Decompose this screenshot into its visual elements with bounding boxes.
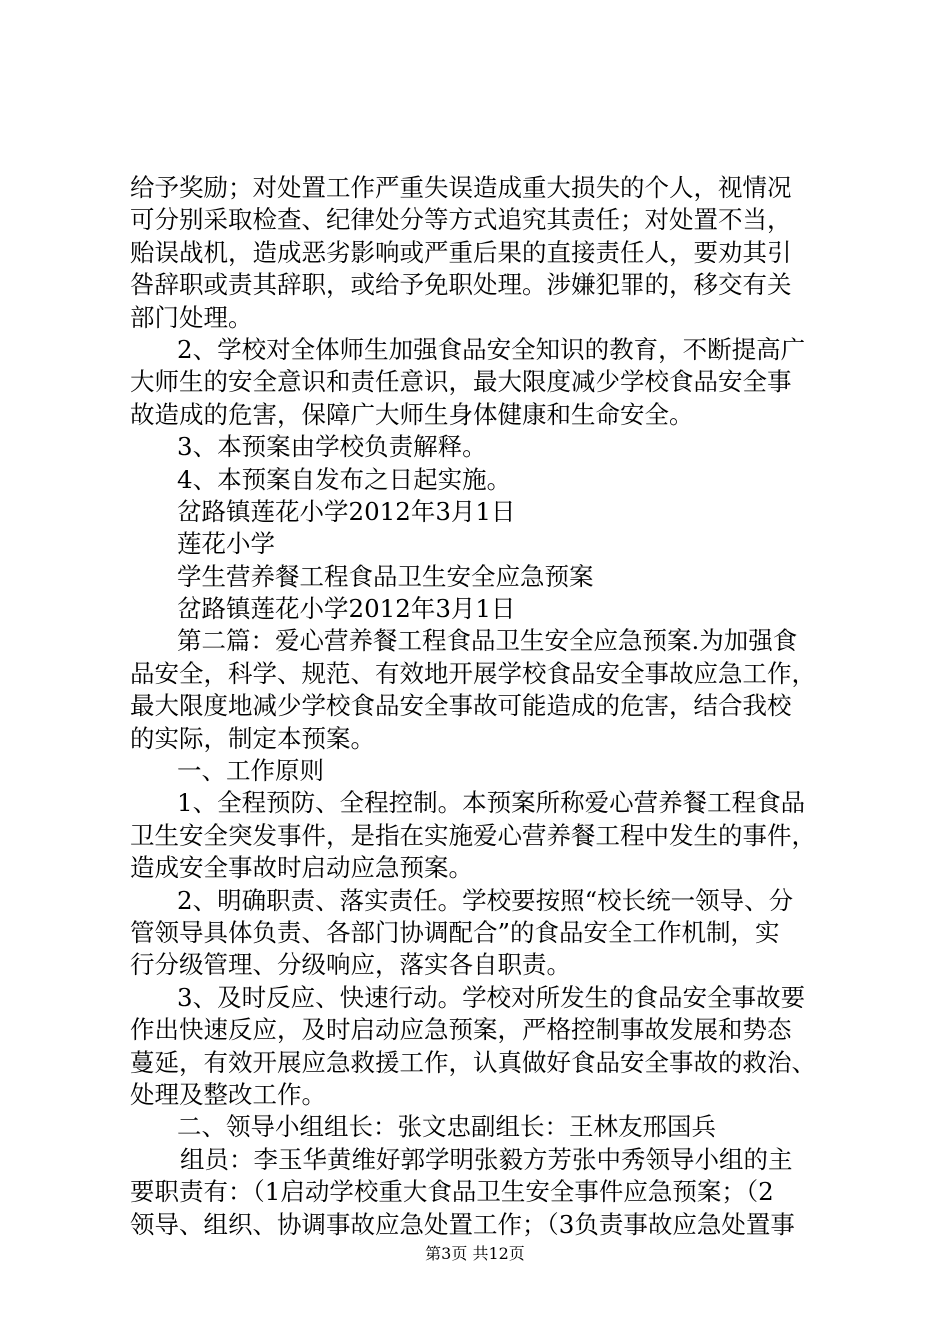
text-line: 卫生安全突发事件，是指在实施爱心营养餐工程中发生的事件，: [130, 820, 816, 850]
page-footer: [0, 1244, 950, 1264]
text-line: 学生营养餐工程食品卫生安全应急预案: [177, 561, 594, 591]
text-line: 作出快速反应，及时启动应急预案，严格控制事故发展和势态: [130, 1015, 792, 1045]
text-line: 大师生的安全意识和责任意识，最大限度减少学校食品安全事: [130, 367, 792, 397]
text-line: 岔路镇莲花小学2012年3月1日: [177, 496, 516, 526]
text-line: 领导、组织、协调事故应急处置工作；（3负责事故应急处置事: [130, 1209, 795, 1239]
text-line: 第二篇：爱心营养餐工程食品卫生安全应急预案.为加强食: [177, 626, 798, 656]
text-line: 贻误战机，造成恶劣影响或严重后果的直接责任人，要劝其引: [130, 237, 792, 267]
text-line: 管领导具体负责、各部门协调配合”的食品安全工作机制，实: [130, 917, 780, 947]
text-line: 莲花小学: [177, 529, 275, 559]
text-line: 咎辞职或责其辞职，或给予免职处理。涉嫌犯罪的，移交有关: [130, 270, 792, 300]
text-line: 一、工作原则: [177, 756, 324, 786]
text-line: 3、本预案由学校负责解释。: [177, 432, 487, 462]
text-line: 处理及整改工作。: [130, 1079, 326, 1109]
text-line: 2、学校对全体师生加强食品安全知识的教育，不断提高广: [177, 334, 806, 364]
text-line: 2、明确职责、落实责任。学校要按照“校长统一领导、分: [177, 885, 794, 915]
text-line: 给予奖励；对处置工作严重失误造成重大损失的个人，视情况: [130, 173, 792, 202]
text-line: 品安全，科学、规范、有效地开展学校食品安全事故应急工作，: [130, 658, 816, 688]
text-line: 行分级管理、分级响应，落实各自职责。: [130, 950, 571, 980]
text-line: 可分别采取检查、纪律处分等方式追究其责任；对处置不当，: [130, 205, 792, 235]
text-line: 造成安全事故时启动应急预案。: [130, 853, 473, 883]
text-line: 3、及时反应、快速行动。学校对所发生的食品安全事故要: [177, 982, 806, 1012]
page-number-label: 第3页 共12页: [425, 1244, 525, 1263]
text-line: 蔓延，有效开展应急救援工作，认真做好食品安全事故的救治、: [130, 1047, 816, 1077]
text-line: 最大限度地减少学校食品安全事故可能造成的危害，结合我校: [130, 691, 792, 721]
text-line: 部门处理。: [130, 302, 253, 332]
text-line: 二、领导小组组长：张文忠副组长：王林友邢国兵: [177, 1112, 716, 1142]
text-line: 的实际，制定本预案。: [130, 723, 375, 753]
text-line: 1、全程预防、全程控制。本预案所称爱心营养餐工程食品: [177, 788, 806, 818]
text-line: 组员：李玉华黄维好郭学明张毅方芳张中秀领导小组的主: [180, 1144, 793, 1174]
text-line: 要职责有：（1启动学校重大食品卫生安全事件应急预案；（2: [130, 1177, 774, 1207]
text-line: 故造成的危害，保障广大师生身体健康和生命安全。: [130, 399, 694, 429]
document-body: [130, 172, 840, 1241]
text-line: 4、本预案自发布之日起实施。: [177, 464, 512, 494]
text-line: 岔路镇莲花小学2012年3月1日: [177, 594, 516, 624]
